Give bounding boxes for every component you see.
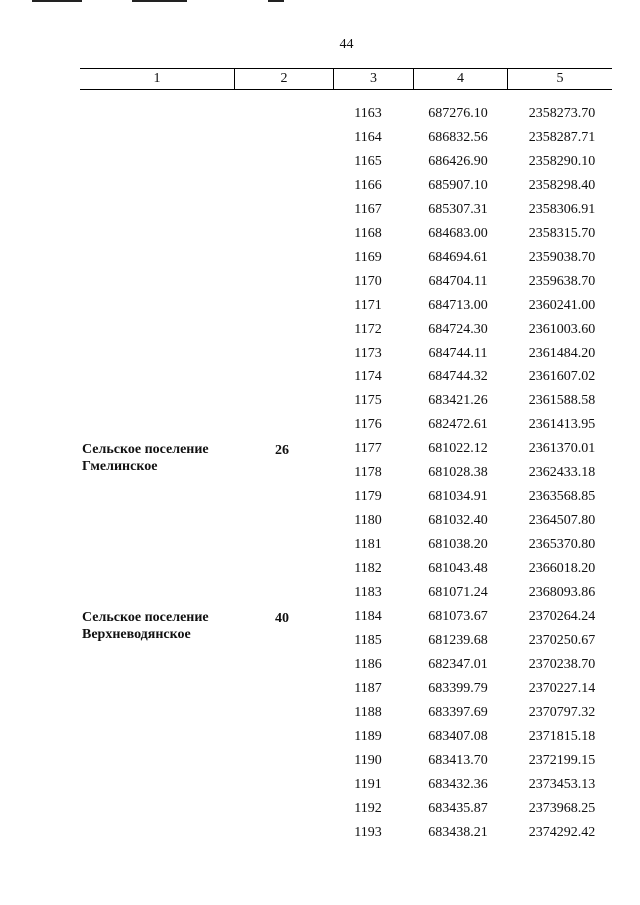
header-col-2: 2 [234, 69, 333, 89]
point-number: 1173 [354, 345, 382, 361]
coord-x: 683407.08 [428, 728, 488, 744]
coord-y: 2361607.02 [528, 369, 596, 385]
coord-x: 685307.31 [428, 201, 488, 217]
coord-x: 681239.68 [428, 632, 488, 648]
coord-y: 2373968.25 [528, 800, 596, 816]
coord-y: 2370250.67 [528, 632, 596, 648]
point-number: 1184 [354, 608, 382, 624]
scan-mark [268, 0, 284, 2]
table-row [0, 657, 640, 681]
header-col-3: 3 [333, 69, 413, 89]
point-number: 1181 [354, 537, 382, 553]
table-row [0, 489, 640, 513]
coord-x: 681028.38 [428, 465, 488, 481]
settlement-name-line: Сельское поселение [82, 610, 209, 625]
point-number: 1170 [354, 273, 382, 289]
coord-y: 2365370.80 [528, 537, 596, 553]
point-number: 1189 [354, 728, 382, 744]
table-row [0, 130, 640, 154]
coord-x: 684694.61 [428, 249, 488, 265]
coord-x: 683413.70 [428, 752, 488, 768]
settlement-name-line: Гмелинское [82, 459, 158, 474]
table-row [0, 346, 640, 370]
coord-x: 681034.91 [428, 489, 488, 505]
coord-y: 2361588.58 [528, 393, 596, 409]
coord-y: 2366018.20 [528, 561, 596, 577]
table-row [0, 825, 640, 849]
settlement-name [82, 609, 209, 643]
point-number: 1187 [354, 680, 382, 696]
coord-x: 681073.67 [428, 608, 488, 624]
coord-x: 686426.90 [428, 153, 488, 169]
coord-y: 2361484.20 [528, 345, 596, 361]
settlement-name [82, 441, 209, 475]
header-col-4: 4 [413, 69, 507, 89]
table-row [0, 250, 640, 274]
coord-x: 684713.00 [428, 297, 488, 313]
table-row [0, 274, 640, 298]
coord-x: 684744.11 [428, 345, 488, 361]
point-number: 1183 [354, 585, 382, 600]
coord-x: 682472.61 [428, 417, 488, 433]
coord-x: 684744.32 [428, 369, 488, 385]
table-row [0, 705, 640, 729]
point-number: 1165 [354, 153, 382, 169]
table-row [0, 417, 640, 441]
point-number: 1175 [354, 393, 382, 409]
coord-y: 2358273.70 [528, 106, 596, 121]
table-row [0, 178, 640, 202]
point-number: 1168 [354, 225, 382, 241]
coord-x: 687276.10 [428, 106, 488, 121]
point-number: 1166 [354, 177, 382, 193]
table-row [0, 537, 640, 561]
table-header [80, 68, 612, 90]
coord-y: 2359038.70 [528, 249, 596, 265]
table-row [0, 322, 640, 346]
table-row [0, 585, 640, 609]
point-number: 1171 [354, 297, 382, 313]
coord-x: 684683.00 [428, 225, 488, 241]
settlement-name-line: Верхневодянское [82, 627, 191, 642]
coord-x: 683397.69 [428, 704, 488, 720]
coord-y: 2370227.14 [528, 680, 596, 696]
point-number: 1164 [354, 129, 382, 145]
coord-y: 2361370.01 [528, 441, 596, 457]
coord-y: 2362433.18 [528, 465, 596, 481]
coord-y: 2364507.80 [528, 513, 596, 529]
header-col-5: 5 [507, 69, 612, 89]
coord-y: 2371815.18 [528, 728, 596, 744]
point-number: 1169 [354, 249, 382, 265]
table-row [0, 777, 640, 801]
point-number: 1192 [354, 800, 382, 816]
settlement-count: 26 [275, 443, 289, 458]
coord-y: 2358290.10 [528, 153, 596, 169]
table-row [0, 154, 640, 178]
table-row [0, 561, 640, 585]
coord-x: 684704.11 [428, 273, 488, 289]
coord-y: 2370264.24 [528, 608, 596, 624]
coord-x: 685907.10 [428, 177, 488, 193]
point-number: 1177 [354, 441, 382, 457]
settlement-name-line: Сельское поселение [82, 442, 209, 457]
page-number: 44 [339, 37, 354, 52]
coord-x: 683435.87 [428, 800, 488, 816]
point-number: 1188 [354, 704, 382, 720]
coord-y: 2360241.00 [528, 297, 596, 313]
table-row [0, 513, 640, 537]
point-number: 1178 [354, 465, 382, 481]
header-col-1: 1 [153, 71, 161, 86]
point-number: 1163 [354, 106, 382, 121]
point-number: 1191 [354, 776, 382, 792]
coord-x: 683399.79 [428, 680, 488, 696]
coord-x: 681038.20 [428, 537, 488, 553]
coord-y: 2370238.70 [528, 656, 596, 672]
coord-y: 2372199.15 [528, 752, 596, 768]
coord-x: 683432.36 [428, 776, 488, 792]
point-number: 1176 [354, 417, 382, 433]
table-row [0, 106, 640, 130]
table-row [0, 681, 640, 705]
table-row [0, 801, 640, 825]
coord-y: 2358287.71 [528, 129, 596, 145]
settlement-count: 40 [275, 611, 289, 626]
table-row [0, 729, 640, 753]
table-row [0, 369, 640, 393]
point-number: 1172 [354, 321, 382, 337]
coord-x: 684724.30 [428, 321, 488, 337]
coord-y: 2358315.70 [528, 225, 596, 241]
coord-y: 2358306.91 [528, 201, 596, 217]
coord-x: 683421.26 [428, 393, 488, 409]
table-row [0, 393, 640, 417]
table-row [0, 226, 640, 250]
coord-y: 2361003.60 [528, 321, 596, 337]
coord-x: 683438.21 [428, 824, 488, 840]
coord-y: 2363568.85 [528, 489, 596, 505]
scan-mark [32, 0, 82, 2]
coord-x: 681071.24 [428, 585, 488, 600]
point-number: 1190 [354, 752, 382, 768]
point-number: 1174 [354, 369, 382, 385]
coord-y: 2370797.32 [528, 704, 596, 720]
point-number: 1180 [354, 513, 382, 529]
point-number: 1185 [354, 632, 382, 648]
point-number: 1182 [354, 561, 382, 577]
point-number: 1167 [354, 201, 382, 217]
coord-y: 2358298.40 [528, 177, 596, 193]
coord-x: 681043.48 [428, 561, 488, 577]
point-number: 1193 [354, 824, 382, 840]
point-number: 1186 [354, 656, 382, 672]
coord-y: 2373453.13 [528, 776, 596, 792]
coord-x: 686832.56 [428, 129, 488, 145]
coord-x: 682347.01 [428, 656, 488, 672]
table-row [0, 202, 640, 226]
table-row [0, 753, 640, 777]
point-number: 1179 [354, 489, 382, 505]
coord-y: 2374292.42 [528, 824, 596, 840]
coord-y: 2361413.95 [528, 417, 596, 433]
scan-mark [132, 0, 187, 2]
coord-x: 681032.40 [428, 513, 488, 529]
table-row [0, 298, 640, 322]
coord-y: 2359638.70 [528, 273, 596, 289]
coord-y: 2368093.86 [528, 585, 596, 600]
coord-x: 681022.12 [428, 441, 488, 457]
